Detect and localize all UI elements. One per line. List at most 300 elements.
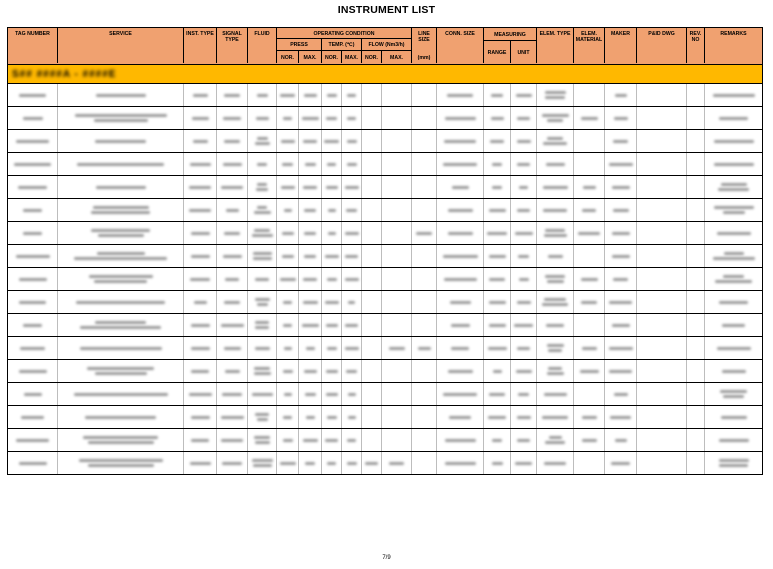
cell-remarks: [705, 360, 762, 382]
cell-maker: [605, 176, 637, 198]
cell-inst-type: [184, 337, 217, 359]
cell-temp-max: [342, 268, 362, 290]
cell-pid-dwg: [637, 245, 687, 267]
cell-press-nor: [277, 153, 299, 175]
cell-rev-no: [687, 222, 705, 244]
cell-elem-type: [537, 314, 574, 336]
cell-flow-max: [382, 452, 412, 474]
cell-conn-size: [437, 337, 484, 359]
cell-service: [58, 291, 184, 313]
cell-elem-material: [574, 222, 605, 244]
cell-fluid: [248, 360, 277, 382]
cell-temp-nor: [322, 360, 342, 382]
cell-temp-max: [342, 107, 362, 129]
cell-temp-nor: [322, 383, 342, 405]
cell-remarks: [705, 291, 762, 313]
cell-unit: [511, 130, 537, 152]
cell-unit: [511, 360, 537, 382]
cell-unit: [511, 199, 537, 221]
cell-flow-nor: [362, 337, 382, 359]
cell-remarks: [705, 406, 762, 428]
cell-temp-nor: [322, 406, 342, 428]
cell-tag: [8, 107, 58, 129]
cell-elem-material: [574, 130, 605, 152]
table-row: [8, 429, 762, 452]
cell-unit: [511, 406, 537, 428]
cell-elem-type: [537, 291, 574, 313]
cell-range: [484, 337, 511, 359]
cell-inst-type: [184, 176, 217, 198]
cell-temp-nor: [322, 337, 342, 359]
cell-range: [484, 130, 511, 152]
cell-fluid: [248, 107, 277, 129]
cell-rev-no: [687, 245, 705, 267]
cell-flow-nor: [362, 153, 382, 175]
cell-line-size: [412, 360, 437, 382]
cell-unit: [511, 268, 537, 290]
cell-press-nor: [277, 406, 299, 428]
cell-press-max: [299, 245, 322, 267]
section-label: S## ####A - ####E: [12, 68, 117, 80]
cell-unit: [511, 452, 537, 474]
cell-line-size: [412, 222, 437, 244]
cell-line-size: [412, 383, 437, 405]
cell-rev-no: [687, 452, 705, 474]
cell-pid-dwg: [637, 314, 687, 336]
cell-flow-nor: [362, 429, 382, 451]
cell-flow-nor: [362, 360, 382, 382]
cell-maker: [605, 245, 637, 267]
cell-tag: [8, 245, 58, 267]
header-service: SERVICE: [58, 28, 184, 63]
cell-temp-max: [342, 383, 362, 405]
cell-maker: [605, 291, 637, 313]
header-temp: TEMP. (℃): [322, 39, 362, 51]
cell-temp-nor: [322, 291, 342, 313]
cell-flow-nor: [362, 199, 382, 221]
cell-unit: [511, 245, 537, 267]
instrument-table: [7, 27, 763, 475]
cell-rev-no: [687, 153, 705, 175]
cell-fluid: [248, 452, 277, 474]
cell-maker: [605, 130, 637, 152]
page-number: 7/9: [382, 555, 391, 561]
cell-temp-max: [342, 84, 362, 106]
cell-maker: [605, 314, 637, 336]
cell-pid-dwg: [637, 268, 687, 290]
cell-fluid: [248, 429, 277, 451]
cell-conn-size: [437, 429, 484, 451]
table-row: [8, 383, 762, 406]
cell-remarks: [705, 176, 762, 198]
cell-service: [58, 176, 184, 198]
cell-press-max: [299, 176, 322, 198]
cell-service: [58, 314, 184, 336]
cell-inst-type: [184, 153, 217, 175]
cell-elem-type: [537, 199, 574, 221]
cell-elem-type: [537, 176, 574, 198]
cell-service: [58, 429, 184, 451]
cell-flow-max: [382, 360, 412, 382]
cell-press-max: [299, 153, 322, 175]
cell-elem-material: [574, 153, 605, 175]
cell-press-nor: [277, 452, 299, 474]
cell-line-size: [412, 452, 437, 474]
cell-maker: [605, 360, 637, 382]
cell-service: [58, 406, 184, 428]
cell-conn-size: [437, 383, 484, 405]
cell-flow-max: [382, 429, 412, 451]
cell-pid-dwg: [637, 199, 687, 221]
cell-press-nor: [277, 383, 299, 405]
cell-pid-dwg: [637, 291, 687, 313]
cell-line-size: [412, 268, 437, 290]
cell-line-size: [412, 153, 437, 175]
table-row: [8, 406, 762, 429]
cell-elem-material: [574, 268, 605, 290]
cell-conn-size: [437, 245, 484, 267]
cell-inst-type: [184, 222, 217, 244]
cell-conn-size: [437, 107, 484, 129]
cell-temp-nor: [322, 268, 342, 290]
cell-press-max: [299, 268, 322, 290]
header-pid-dwg: P&ID DWG: [637, 28, 687, 63]
cell-inst-type: [184, 107, 217, 129]
cell-line-size: [412, 337, 437, 359]
cell-maker: [605, 337, 637, 359]
cell-inst-type: [184, 291, 217, 313]
cell-press-max: [299, 314, 322, 336]
cell-flow-nor: [362, 383, 382, 405]
cell-flow-max: [382, 222, 412, 244]
header-line-size-unit: (mm): [412, 51, 437, 63]
cell-flow-nor: [362, 268, 382, 290]
cell-fluid: [248, 268, 277, 290]
cell-elem-type: [537, 107, 574, 129]
cell-flow-max: [382, 268, 412, 290]
cell-press-nor: [277, 130, 299, 152]
cell-conn-size: [437, 314, 484, 336]
cell-flow-nor: [362, 107, 382, 129]
cell-signal-type: [217, 268, 248, 290]
cell-pid-dwg: [637, 107, 687, 129]
cell-remarks: [705, 268, 762, 290]
cell-maker: [605, 84, 637, 106]
cell-press-max: [299, 360, 322, 382]
cell-service: [58, 130, 184, 152]
cell-tag: [8, 314, 58, 336]
table-row: [8, 153, 762, 176]
cell-tag: [8, 199, 58, 221]
cell-elem-type: [537, 268, 574, 290]
table-row: [8, 222, 762, 245]
cell-range: [484, 84, 511, 106]
cell-press-max: [299, 107, 322, 129]
cell-remarks: [705, 130, 762, 152]
header-range: RANGE: [484, 41, 511, 63]
cell-temp-nor: [322, 245, 342, 267]
cell-conn-size: [437, 84, 484, 106]
cell-pid-dwg: [637, 222, 687, 244]
cell-range: [484, 268, 511, 290]
cell-conn-size: [437, 406, 484, 428]
cell-signal-type: [217, 291, 248, 313]
cell-range: [484, 107, 511, 129]
cell-fluid: [248, 314, 277, 336]
cell-pid-dwg: [637, 452, 687, 474]
header-unit: UNIT: [511, 41, 537, 63]
cell-rev-no: [687, 337, 705, 359]
cell-elem-material: [574, 406, 605, 428]
cell-pid-dwg: [637, 360, 687, 382]
cell-signal-type: [217, 130, 248, 152]
cell-fluid: [248, 176, 277, 198]
header-press: PRESS: [277, 39, 322, 51]
cell-range: [484, 245, 511, 267]
cell-press-max: [299, 383, 322, 405]
cell-press-nor: [277, 337, 299, 359]
cell-remarks: [705, 245, 762, 267]
cell-line-size: [412, 406, 437, 428]
cell-pid-dwg: [637, 153, 687, 175]
cell-service: [58, 222, 184, 244]
cell-flow-nor: [362, 176, 382, 198]
header-press-max: MAX.: [299, 51, 322, 63]
cell-tag: [8, 429, 58, 451]
cell-elem-type: [537, 383, 574, 405]
cell-service: [58, 245, 184, 267]
cell-line-size: [412, 107, 437, 129]
cell-maker: [605, 452, 637, 474]
cell-signal-type: [217, 383, 248, 405]
cell-service: [58, 383, 184, 405]
header-inst-type: INST. TYPE: [184, 28, 217, 63]
cell-signal-type: [217, 337, 248, 359]
cell-inst-type: [184, 314, 217, 336]
cell-service: [58, 452, 184, 474]
cell-signal-type: [217, 107, 248, 129]
cell-temp-nor: [322, 452, 342, 474]
cell-service: [58, 268, 184, 290]
cell-unit: [511, 153, 537, 175]
cell-elem-material: [574, 176, 605, 198]
cell-temp-nor: [322, 176, 342, 198]
cell-rev-no: [687, 314, 705, 336]
cell-remarks: [705, 107, 762, 129]
cell-remarks: [705, 429, 762, 451]
cell-unit: [511, 222, 537, 244]
cell-rev-no: [687, 84, 705, 106]
cell-elem-type: [537, 452, 574, 474]
header-line-size: LINE SIZE: [412, 28, 437, 51]
cell-inst-type: [184, 360, 217, 382]
cell-flow-nor: [362, 84, 382, 106]
cell-line-size: [412, 130, 437, 152]
cell-fluid: [248, 153, 277, 175]
table-row: [8, 360, 762, 383]
header-measuring: MEASURING: [484, 28, 537, 41]
header-flow-nor: NOR.: [362, 51, 382, 63]
cell-tag: [8, 153, 58, 175]
cell-flow-max: [382, 291, 412, 313]
cell-temp-max: [342, 429, 362, 451]
cell-rev-no: [687, 406, 705, 428]
cell-fluid: [248, 245, 277, 267]
cell-press-nor: [277, 176, 299, 198]
cell-press-max: [299, 84, 322, 106]
header-fluid: FLUID: [248, 28, 277, 63]
table-row: [8, 245, 762, 268]
table-header: [8, 28, 762, 65]
cell-inst-type: [184, 429, 217, 451]
cell-pid-dwg: [637, 176, 687, 198]
cell-press-max: [299, 291, 322, 313]
cell-service: [58, 337, 184, 359]
cell-elem-material: [574, 291, 605, 313]
cell-unit: [511, 107, 537, 129]
cell-press-nor: [277, 107, 299, 129]
cell-fluid: [248, 291, 277, 313]
cell-temp-max: [342, 360, 362, 382]
cell-unit: [511, 291, 537, 313]
header-press-nor: NOR.: [277, 51, 299, 63]
cell-flow-max: [382, 107, 412, 129]
cell-service: [58, 153, 184, 175]
cell-inst-type: [184, 199, 217, 221]
cell-signal-type: [217, 452, 248, 474]
cell-tag: [8, 337, 58, 359]
cell-range: [484, 452, 511, 474]
cell-line-size: [412, 314, 437, 336]
cell-temp-max: [342, 130, 362, 152]
cell-elem-material: [574, 360, 605, 382]
table-row: [8, 199, 762, 222]
cell-rev-no: [687, 107, 705, 129]
table-row: [8, 314, 762, 337]
cell-tag: [8, 291, 58, 313]
header-tag-number: TAG NUMBER: [8, 28, 58, 63]
cell-flow-max: [382, 199, 412, 221]
cell-maker: [605, 153, 637, 175]
cell-tag: [8, 452, 58, 474]
cell-flow-max: [382, 176, 412, 198]
cell-range: [484, 153, 511, 175]
cell-flow-nor: [362, 291, 382, 313]
cell-press-nor: [277, 360, 299, 382]
cell-signal-type: [217, 199, 248, 221]
header-signal-type: SIGNAL TYPE: [217, 28, 248, 63]
table-row: [8, 452, 762, 474]
cell-range: [484, 360, 511, 382]
cell-range: [484, 222, 511, 244]
cell-remarks: [705, 314, 762, 336]
cell-maker: [605, 222, 637, 244]
cell-temp-max: [342, 245, 362, 267]
section-row: [8, 65, 762, 84]
cell-unit: [511, 314, 537, 336]
cell-temp-max: [342, 452, 362, 474]
cell-signal-type: [217, 360, 248, 382]
header-rev-no: REV. NO: [687, 28, 705, 63]
cell-remarks: [705, 199, 762, 221]
cell-elem-material: [574, 452, 605, 474]
cell-remarks: [705, 153, 762, 175]
cell-press-max: [299, 429, 322, 451]
cell-temp-max: [342, 406, 362, 428]
cell-range: [484, 291, 511, 313]
cell-tag: [8, 268, 58, 290]
cell-maker: [605, 268, 637, 290]
cell-flow-max: [382, 383, 412, 405]
table-row: [8, 176, 762, 199]
cell-pid-dwg: [637, 130, 687, 152]
cell-temp-nor: [322, 130, 342, 152]
table-body: [8, 84, 762, 474]
cell-elem-type: [537, 222, 574, 244]
cell-conn-size: [437, 360, 484, 382]
cell-inst-type: [184, 84, 217, 106]
cell-signal-type: [217, 222, 248, 244]
cell-tag: [8, 84, 58, 106]
header-temp-max: MAX.: [342, 51, 362, 63]
cell-press-max: [299, 222, 322, 244]
cell-temp-nor: [322, 84, 342, 106]
cell-inst-type: [184, 406, 217, 428]
cell-rev-no: [687, 130, 705, 152]
cell-elem-type: [537, 245, 574, 267]
cell-inst-type: [184, 130, 217, 152]
cell-maker: [605, 107, 637, 129]
cell-tag: [8, 360, 58, 382]
cell-press-nor: [277, 84, 299, 106]
cell-elem-material: [574, 429, 605, 451]
cell-press-max: [299, 452, 322, 474]
cell-temp-max: [342, 337, 362, 359]
cell-conn-size: [437, 222, 484, 244]
cell-temp-max: [342, 176, 362, 198]
cell-fluid: [248, 383, 277, 405]
header-temp-nor: NOR.: [322, 51, 342, 63]
header-maker: MAKER: [605, 28, 637, 63]
table-row: [8, 268, 762, 291]
header-elem-material: ELEM. MATERIAL: [574, 28, 605, 63]
cell-elem-type: [537, 429, 574, 451]
cell-rev-no: [687, 176, 705, 198]
cell-flow-nor: [362, 314, 382, 336]
cell-service: [58, 199, 184, 221]
cell-flow-nor: [362, 452, 382, 474]
cell-conn-size: [437, 130, 484, 152]
cell-elem-type: [537, 406, 574, 428]
cell-elem-material: [574, 84, 605, 106]
table-row: [8, 130, 762, 153]
cell-temp-nor: [322, 199, 342, 221]
cell-maker: [605, 199, 637, 221]
cell-conn-size: [437, 153, 484, 175]
cell-press-nor: [277, 268, 299, 290]
cell-press-nor: [277, 199, 299, 221]
cell-press-nor: [277, 245, 299, 267]
cell-unit: [511, 176, 537, 198]
cell-signal-type: [217, 84, 248, 106]
cell-maker: [605, 383, 637, 405]
cell-conn-size: [437, 452, 484, 474]
cell-rev-no: [687, 360, 705, 382]
cell-service: [58, 360, 184, 382]
cell-flow-max: [382, 130, 412, 152]
cell-range: [484, 406, 511, 428]
cell-signal-type: [217, 176, 248, 198]
